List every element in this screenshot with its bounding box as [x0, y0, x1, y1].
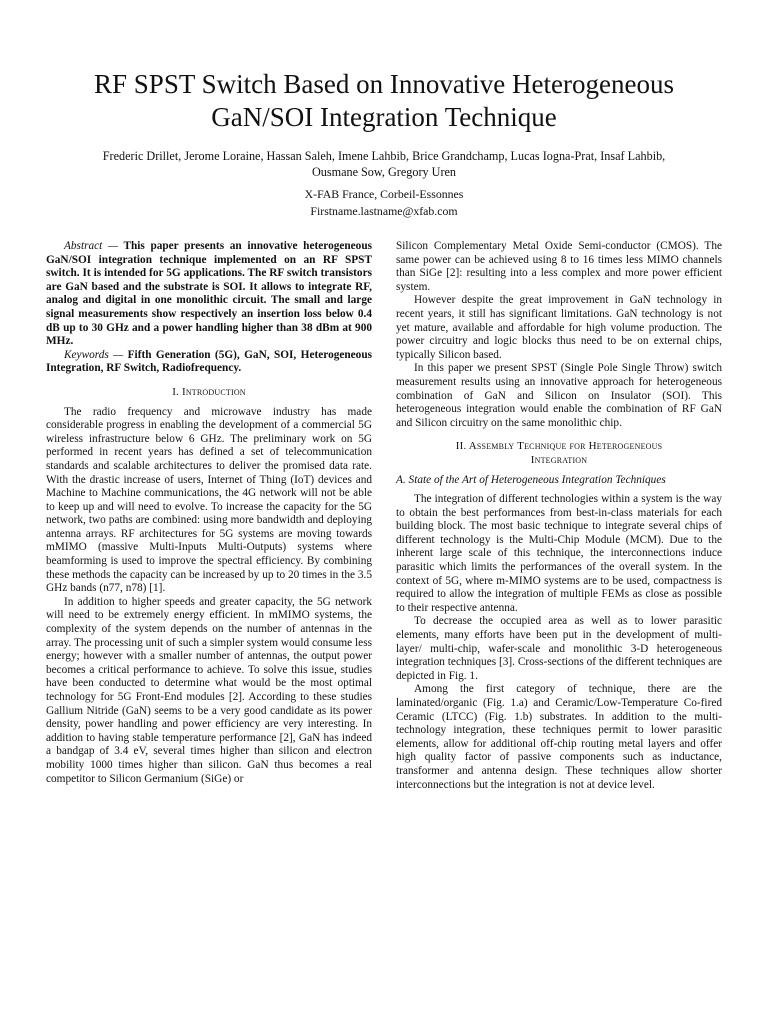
section-heading-introduction: I. Introduction: [172, 385, 246, 398]
intro-paragraph-2: In addition to higher speeds and greater capacity, the 5G network will need to be extremely energy efficient. In mMIMO systems, the complexity of the system depends on the number of antennas in the array. The processing unit of such a simpler system would consume less energy; however with a smaller number of antennas, the output power becomes a critical performance to achieve. To solve this issue, studies have been conducted to determine what would be the most optimal technology for 5G Front-End modules [2]. According to these studies Gallium Nitride (GaN) seems to be a very good candidate as its power density, power handling and power efficiency are very interesting. In addition to having stable temperature performance [2], GaN has indeed a bandgap of 3.4 eV, several times higher than silicon and electron mobility 1000 times higher than silicon. GaN thus becomes a real competitor to Silicon Germanium (SiGe) or: [46, 595, 372, 785]
keywords: [46, 349, 372, 376]
keywords-text: Fifth Generation (5G), GaN, SOI, Heterogeneous Integration, RF Switch, Radiofrequency.: [46, 348, 372, 375]
subsection-heading-state-of-art: A. State of the Art of Heterogeneous Integration Techniques: [396, 473, 666, 486]
abstract-label: Abstract —: [64, 240, 118, 252]
intro-paragraph-1: The radio frequency and microwave industry has made considerable progress in enabling the development of a commercial 5G wireless infrastructure below 6 GHz. The preliminary work on 5G performed in recent years has defined a set of telecommunication standards and scalable architectures to deliver the promised data rate. With the drastic increase of users, Internet of Thing (IoT) devices and Machine to Machine communications, the 4G network will not be able to keep up and will need to evolve. To increase the capacity for the 5G network, two paths are combined: using more bandwidth and deploying antenna arrays. RF architectures for 5G systems are moving towards mMIMO (massive Multi-Inputs Multi-Outputs) systems where beamforming is used to improve the spectral efficiency. By combining these methods the capacity can be increased by up to 20 times in the 3.5 GHz bands (n77, n78) [1].: [46, 405, 372, 595]
state-of-art-paragraph-3: Among the first category of technique, there are the laminated/organic (Fig. 1.a) and Ceramic/Low-Temperature Co-fired Ceramic (LTCC) (Fig. 1.b) substrates. In addition to the multi-technology integration, these techniques permit to lower parasitic elements, allow for additional off-chip routing metal layers and offer high quality factor of passive components such as inductance, transformer and antenna design. These techniques allow shorter interconnections but the integration is not at device level.: [396, 683, 722, 791]
paper-title: [46, 68, 722, 134]
authors-line-1: Frederic Drillet, Jerome Loraine, Hassan Saleh, Imene Lahbib, Brice Grandchamp, Lucas Iogna-Prat, Insaf Lahbib,: [102, 149, 666, 163]
state-of-art-paragraph-1: The integration of different technologies within a system is the way to obtain the best performances from best-in-class materials for each building block. The most basic technique to integrate several chips of different technology is the Multi-Chip Module (MCM). Due to the inherent large scale of this technique, the interconnections induce parasitic which limits the performances of the overall system. In the context of 5G, where m-MIMO systems are to be used, compactness is required to allow the integration of multiple FEMs as close as possible to their respective antenna.: [396, 493, 722, 614]
abstract-text: This paper presents an innovative heterogeneous GaN/SOI integration technique implemented on an RF SPST switch. It is intended for 5G applications. The RF switch transistors are GaN based and the substrate is SOI. It allows to integrate RF, analog and digital in one monolithic circuit. The small and large signal measurements show respectively an insertion loss below 0.4 dB up to 30 GHz and a power handling higher than 38 dBm at 900 MHz.: [46, 240, 372, 348]
intro-paragraph-5: In this paper we present SPST (Single Pole Single Throw) switch measurement results using an innovative approach for heterogeneous combination of GaN and Silicon on Insulator (SOI). This heterogeneous integration would enable the combination of RF GaN and Silicon circuitry on the same monolithic chip.: [396, 362, 722, 429]
title-line-2: GaN/SOI Integration Technique: [211, 102, 557, 132]
intro-paragraph-4: However despite the great improvement in GaN technology in recent years, it still has significant limitations. GaN technology is not yet mature, available and affordable for high volume production. The power circuitry and logic blocks thus need to be on external chips, typically Silicon based.: [396, 294, 722, 361]
keywords-label: Keywords —: [64, 348, 124, 361]
affiliation: X-FAB France, Corbeil-Essonnes: [304, 187, 464, 201]
abstract: [46, 240, 372, 349]
section-heading-assembly-line-2: Integration: [530, 453, 588, 466]
state-of-art-paragraph-2: To decrease the occupied area as well as to lower parasitic elements, many efforts have been put in the development of multi-layer/ multi-chip, wafer-scale and monolithic 3-D heterogeneous integration techniques [3]. Cross-sections of the different techniques are depicted in Fig. 1.: [396, 615, 722, 682]
section-heading-assembly: [396, 440, 722, 467]
authors-line-2: Ousmane Sow, Gregory Uren: [311, 165, 457, 179]
title-line-1: RF SPST Switch Based on Innovative Heterogeneous: [94, 69, 674, 99]
intro-paragraph-3: Silicon Complementary Metal Oxide Semi-conductor (CMOS). The same power can be achieved using 8 to 16 times less MIMO channels than SiGe [2]: resulting into a less complex and more power efficient system.: [396, 240, 722, 293]
left-column: [46, 240, 372, 792]
right-column: [396, 240, 722, 792]
section-heading-assembly-line-1: II. Assembly Technique for Heterogeneous: [455, 440, 663, 453]
two-column-body: [46, 240, 722, 792]
author-list: [66, 148, 702, 180]
author-email: Firstname.lastname@xfab.com: [310, 204, 458, 218]
